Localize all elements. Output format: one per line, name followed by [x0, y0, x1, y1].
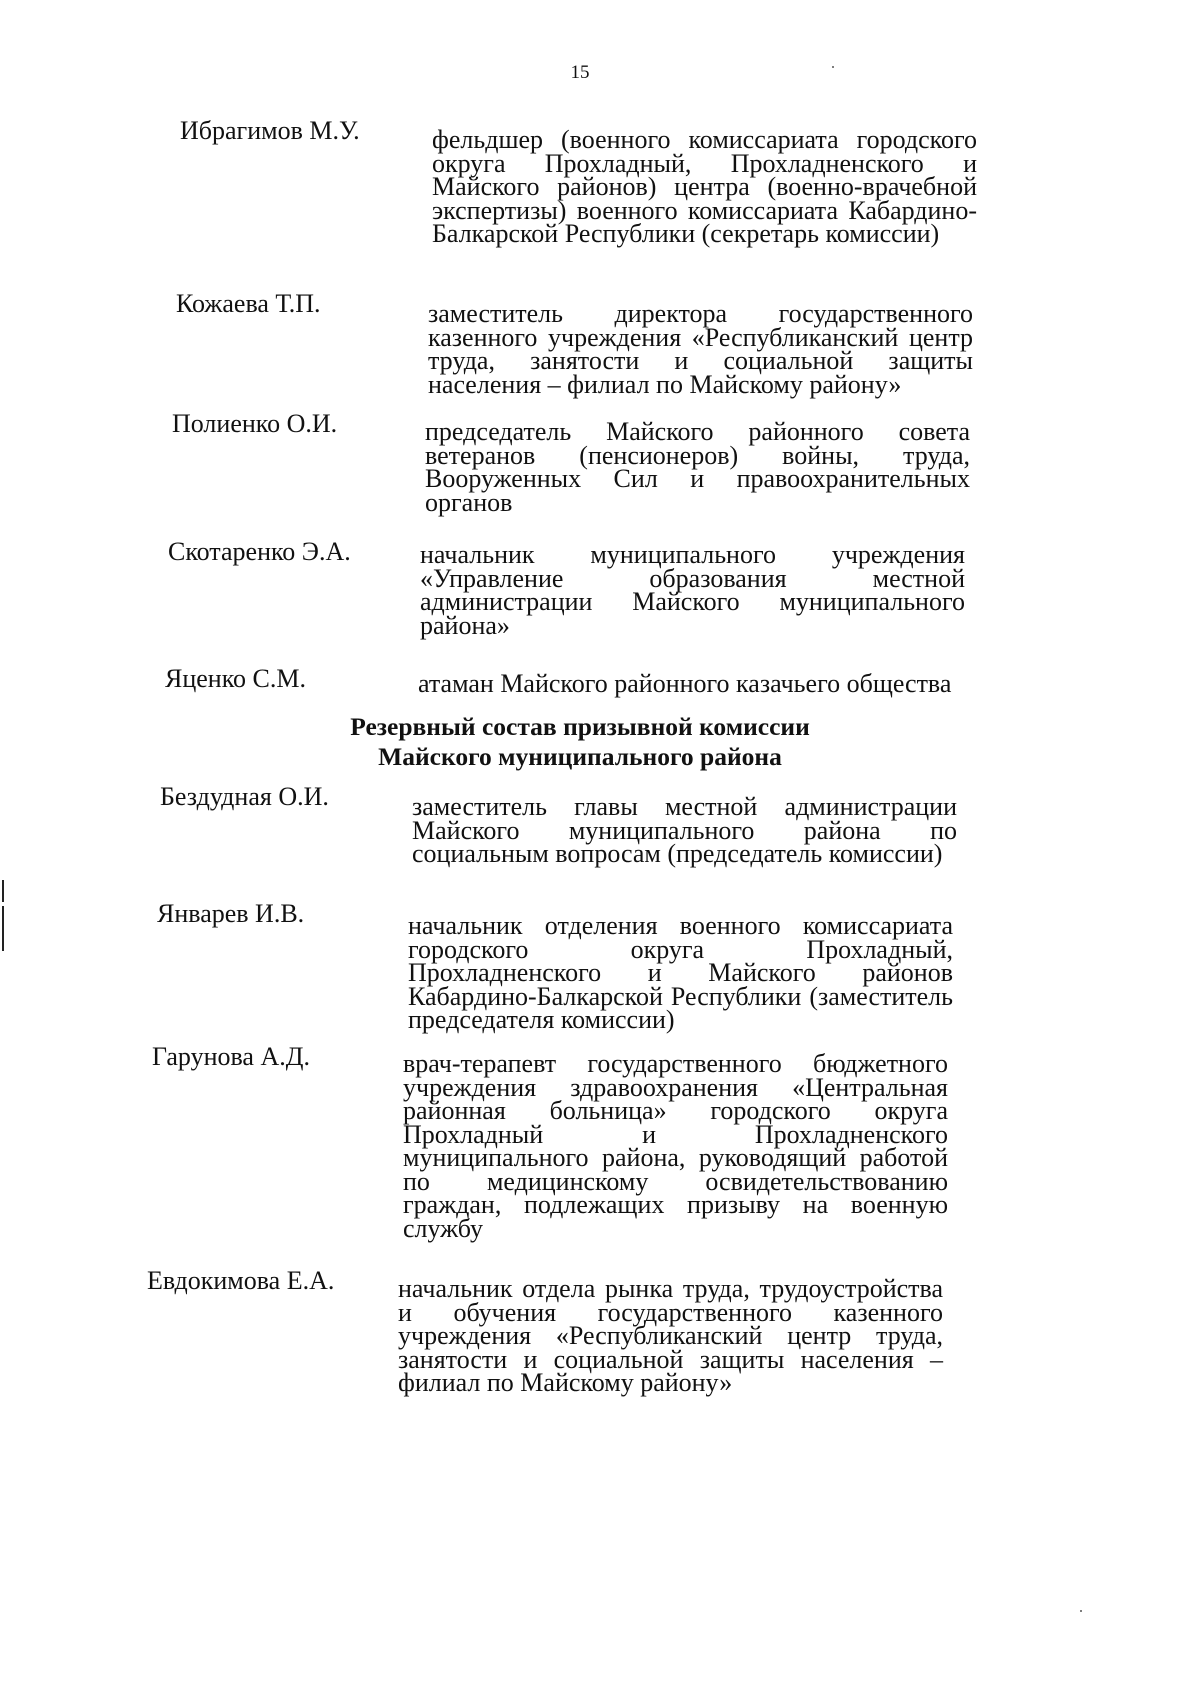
member-name: Евдокимова Е.А. [147, 1266, 335, 1295]
member-position: атаман Майского районного казачьего общества [418, 669, 952, 698]
member-name: Полиенко О.И. [172, 409, 338, 438]
member-name: Кожаева Т.П. [176, 289, 321, 318]
member-position: врач-терапевт государственного бюджетного учреждения здравоохранения «Центральная районная больница» городского округа Прохладный и Прохладненского муниципального района, руководящий работой по медицинскому освидетельствованию граждан, подлежащих призыву на военную службу [403, 1049, 948, 1243]
scan-margin-mark [2, 880, 4, 902]
page-number: 15 [570, 62, 590, 83]
member-position: фельдшер (военного комиссариата городского округа Прохладный, Прохладненского и Майского районов) центра (военно-врачебной экспертизы) военного комиссариата Кабардино-Балкарской Республики (секретарь комиссии) [432, 125, 977, 248]
member-name: Ибрагимов М.У. [180, 116, 360, 145]
member-name: Январев И.В. [157, 899, 305, 928]
scan-speck [832, 66, 834, 68]
scan-speck [1080, 1610, 1082, 1612]
section-heading-line: Резервный состав призывной комиссии [350, 712, 810, 741]
member-name: Яценко С.М. [165, 664, 306, 693]
section-heading-line: Майского муниципального района [378, 742, 782, 771]
member-position: заместитель главы местной администрации Майского муниципального района по социальным вопросам (председатель комиссии) [412, 792, 957, 868]
member-position: начальник муниципального учреждения «Управление образования местной администрации Майского муниципального района» [420, 540, 965, 640]
member-name: Бездудная О.И. [160, 782, 329, 811]
member-position: начальник отделения военного комиссариата городского округа Прохладный, Прохладненского и Майского районов Кабардино-Балкарской Республики (заместитель председателя комиссии) [408, 911, 953, 1034]
member-name: Гарунова А.Д. [152, 1042, 310, 1071]
section-heading [0, 712, 1160, 772]
scan-margin-mark [2, 906, 4, 951]
member-name: Скотаренко Э.А. [168, 537, 351, 566]
member-position: начальник отдела рынка труда, трудоустройства и обучения государственного казенного учреждения «Республиканский центр труда, занятости и социальной защиты населения – филиал по Майскому району» [398, 1274, 943, 1397]
member-position: заместитель директора государственного казенного учреждения «Республиканский центр труда, занятости и социальной защиты населения – филиал по Майскому району» [428, 299, 973, 399]
member-position: председатель Майского районного совета ветеранов (пенсионеров) войны, труда, Вооруженных Сил и правоохранительных органов [425, 417, 970, 517]
